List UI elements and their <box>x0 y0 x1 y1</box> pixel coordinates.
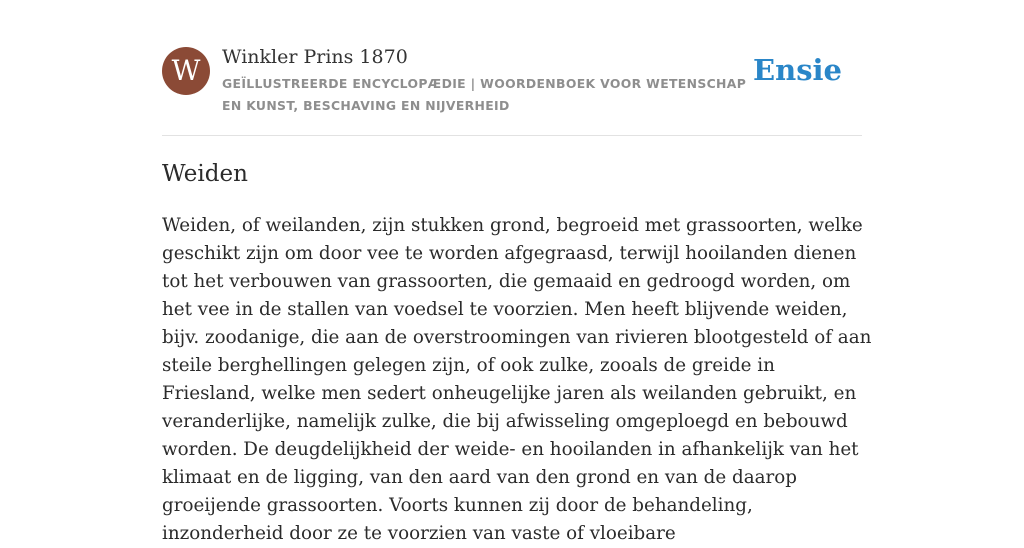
entry-title: Weiden <box>162 161 248 187</box>
entry-body: Weiden, of weilanden, zijn stukken grond, begroeid met grassoorten, welke geschikt zijn om door vee te worden afgegraasd, terwijl hooilanden dienen tot het verbouwen van grassoorten, die gemaaid en gedroogd worden, om het vee in de stallen van voedsel te voorzien. Men heeft blijvende weiden, bijv. zoodanige, die aan de overstroomingen van rivieren blootgesteld of aan steile berghellingen gelegen zijn, of ook zulke, zooals de greide in Friesland, welke men sedert onheugelijke jaren als weilanden gebruikt, en veranderlijke, namelijk zulke, die bij afwisseling omgeploegd en bebouwd worden. De deugdelijkheid der weide- en hooilanden in afhankelijk van het klimaat en de ligging, van den aard van den grond en van de daarop groeijende grassoorten. Voorts kunnen zij door de behandeling, inzonderheid door ze te voorzien van vaste of vloeibare <box>162 215 872 544</box>
source-avatar[interactable] <box>162 47 210 95</box>
source-info <box>222 44 752 117</box>
entry-page <box>162 0 872 544</box>
source-subtitle: GEÏLLUSTREERDE ENCYCLOPÆDIE | WOORDENBOEK VOOR WETENSCHAP EN KUNST, BESCHAVING EN NIJVERHEID <box>222 76 747 113</box>
source-title[interactable]: Winkler Prins 1870 <box>222 46 408 68</box>
avatar-letter: W <box>171 54 201 87</box>
ensie-logo[interactable]: Ensie <box>753 53 842 87</box>
source-header <box>162 0 862 136</box>
